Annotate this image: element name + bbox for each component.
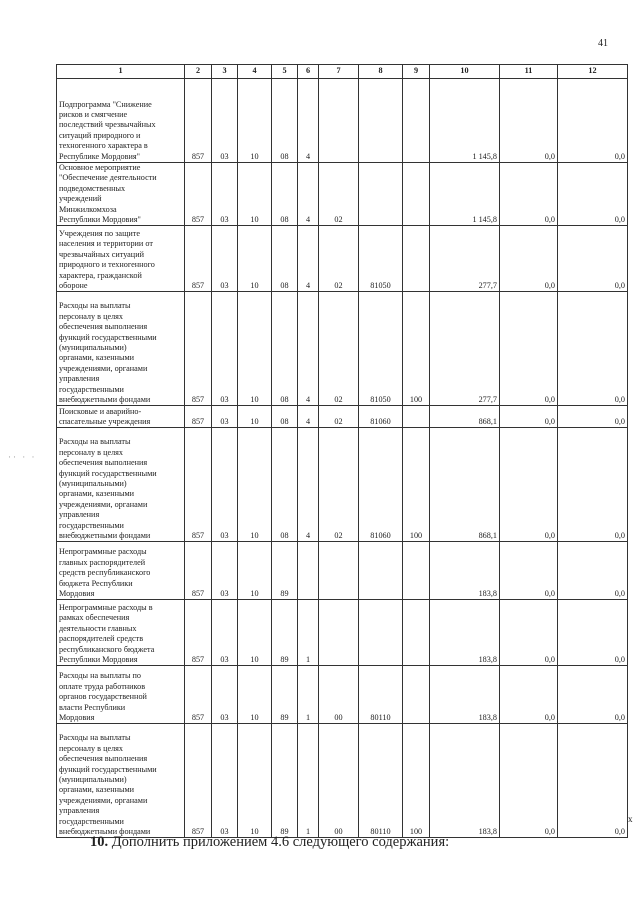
code-cell: 4: [298, 292, 319, 406]
code-cell: 10: [238, 542, 272, 600]
amount-cell: 868,1: [430, 428, 500, 542]
code-cell: [403, 542, 430, 600]
amount-cell: 277,7: [430, 226, 500, 292]
table-row: [57, 163, 628, 226]
amount-cell: 0,0: [500, 724, 558, 838]
row-description: Расходы на выплаты персоналу в целях обеспечения выполнения функций государственными (муниципальными) органами, казенными учреждениями, органами управления государственными внебюджетными фондами: [57, 428, 185, 542]
amendment-text: Дополнить приложением 4.6 следующего содержания:: [111, 834, 450, 850]
amount-cell: 183,8: [430, 542, 500, 600]
code-cell: 08: [272, 406, 298, 428]
code-cell: 4: [298, 163, 319, 226]
code-cell: [403, 406, 430, 428]
code-cell: 81060: [359, 428, 403, 542]
table-row: [57, 542, 628, 600]
row-description: Расходы на выплаты по оплате труда работников органов государственной власти Республики Мордовия: [57, 666, 185, 724]
code-cell: [403, 163, 430, 226]
code-cell: 03: [212, 428, 238, 542]
code-cell: 03: [212, 226, 238, 292]
code-cell: 10: [238, 428, 272, 542]
amount-cell: 277,7: [430, 292, 500, 406]
amount-cell: 0,0: [500, 600, 558, 666]
code-cell: 857: [185, 406, 212, 428]
code-cell: 08: [272, 292, 298, 406]
table-row: [57, 724, 628, 838]
code-cell: [319, 79, 359, 163]
table-row: [57, 79, 628, 163]
edge-mark: x: [628, 814, 633, 824]
code-cell: 03: [212, 79, 238, 163]
column-header: 4: [238, 65, 272, 79]
code-cell: 10: [238, 666, 272, 724]
code-cell: 857: [185, 666, 212, 724]
amount-cell: 0,0: [558, 79, 628, 163]
code-cell: 10: [238, 163, 272, 226]
code-cell: 857: [185, 163, 212, 226]
code-cell: [403, 226, 430, 292]
row-description: Подпрограмма "Снижение рисков и смягчение последствий чрезвычайных ситуаций природного и техногенного характера в Республике Мордовия": [57, 79, 185, 163]
code-cell: 02: [319, 226, 359, 292]
amount-cell: 183,8: [430, 666, 500, 724]
code-cell: 100: [403, 428, 430, 542]
table-row: [57, 292, 628, 406]
code-cell: 4: [298, 406, 319, 428]
amount-cell: 1 145,8: [430, 79, 500, 163]
amount-cell: 0,0: [558, 226, 628, 292]
code-cell: 03: [212, 724, 238, 838]
code-cell: 89: [272, 724, 298, 838]
column-header: 9: [403, 65, 430, 79]
code-cell: 4: [298, 428, 319, 542]
amount-cell: 0,0: [558, 600, 628, 666]
code-cell: 857: [185, 226, 212, 292]
amendment-number: 10.: [90, 834, 109, 850]
code-cell: [403, 600, 430, 666]
code-cell: 1: [298, 600, 319, 666]
code-cell: 10: [238, 600, 272, 666]
amount-cell: 183,8: [430, 724, 500, 838]
code-cell: 1: [298, 666, 319, 724]
code-cell: [403, 666, 430, 724]
code-cell: 80110: [359, 666, 403, 724]
code-cell: 1: [298, 724, 319, 838]
code-cell: 89: [272, 666, 298, 724]
amount-cell: 0,0: [500, 666, 558, 724]
row-description: Основное мероприятие "Обеспечение деятельности подведомственных учреждений Минжилкомхоза Республики Мордовия": [57, 163, 185, 226]
amount-cell: 0,0: [558, 428, 628, 542]
code-cell: 81060: [359, 406, 403, 428]
code-cell: 02: [319, 292, 359, 406]
amount-cell: 0,0: [558, 666, 628, 724]
code-cell: 857: [185, 600, 212, 666]
row-description: Расходы на выплаты персоналу в целях обеспечения выполнения функций государственными (муниципальными) органами, казенными учреждениями, органами управления государственными внебюджетными фондами: [57, 292, 185, 406]
code-cell: 03: [212, 163, 238, 226]
code-cell: 08: [272, 226, 298, 292]
code-cell: 02: [319, 428, 359, 542]
amount-cell: 0,0: [500, 226, 558, 292]
code-cell: 10: [238, 79, 272, 163]
code-cell: 857: [185, 428, 212, 542]
code-cell: 03: [212, 666, 238, 724]
amount-cell: 0,0: [558, 542, 628, 600]
row-description: Непрограммные расходы в рамках обеспечения деятельности главных распорядителей средств республиканского бюджета Республики Мордовия: [57, 600, 185, 666]
code-cell: 03: [212, 292, 238, 406]
amount-cell: 0,0: [500, 406, 558, 428]
row-description: Учреждения по защите населения и территории от чрезвычайных ситуаций природного и техногенного характера, гражданской обороне: [57, 226, 185, 292]
code-cell: 857: [185, 542, 212, 600]
code-cell: 857: [185, 292, 212, 406]
code-cell: [359, 542, 403, 600]
row-description: Непрограммные расходы главных распорядителей средств республиканского бюджета Республики Мордовия: [57, 542, 185, 600]
table-row: [57, 406, 628, 428]
amount-cell: 868,1: [430, 406, 500, 428]
code-cell: 89: [272, 600, 298, 666]
column-header: 1: [57, 65, 185, 79]
code-cell: 81050: [359, 226, 403, 292]
page-number: 41: [598, 38, 608, 49]
code-cell: 4: [298, 226, 319, 292]
amount-cell: 1 145,8: [430, 163, 500, 226]
column-header: 8: [359, 65, 403, 79]
amount-cell: 0,0: [500, 163, 558, 226]
code-cell: 02: [319, 406, 359, 428]
code-cell: 100: [403, 292, 430, 406]
column-header: 10: [430, 65, 500, 79]
table-header-row: [57, 65, 628, 79]
code-cell: 857: [185, 724, 212, 838]
amount-cell: 0,0: [500, 292, 558, 406]
row-description: Поисковые и аварийно- спасательные учреждения: [57, 406, 185, 428]
amendment-note: [90, 834, 449, 851]
column-header: 3: [212, 65, 238, 79]
code-cell: [403, 79, 430, 163]
code-cell: [359, 600, 403, 666]
code-cell: 81050: [359, 292, 403, 406]
column-header: 12: [558, 65, 628, 79]
code-cell: [319, 542, 359, 600]
code-cell: 00: [319, 666, 359, 724]
amount-cell: 0,0: [558, 406, 628, 428]
column-header: 6: [298, 65, 319, 79]
code-cell: 100: [403, 724, 430, 838]
amount-cell: 0,0: [500, 79, 558, 163]
code-cell: 4: [298, 79, 319, 163]
code-cell: 10: [238, 292, 272, 406]
table-row: [57, 226, 628, 292]
amount-cell: 0,0: [500, 428, 558, 542]
amount-cell: 0,0: [558, 724, 628, 838]
code-cell: [359, 79, 403, 163]
code-cell: 10: [238, 406, 272, 428]
code-cell: [298, 542, 319, 600]
code-cell: 10: [238, 724, 272, 838]
code-cell: [359, 163, 403, 226]
table-row: [57, 428, 628, 542]
code-cell: 03: [212, 406, 238, 428]
table-row: [57, 600, 628, 666]
code-cell: 80110: [359, 724, 403, 838]
code-cell: 08: [272, 79, 298, 163]
column-header: 11: [500, 65, 558, 79]
code-cell: 03: [212, 600, 238, 666]
margin-marks: ·· · ·: [8, 452, 37, 462]
amount-cell: 0,0: [558, 292, 628, 406]
budget-table: [56, 64, 628, 838]
code-cell: 08: [272, 428, 298, 542]
row-description: Расходы на выплаты персоналу в целях обеспечения выполнения функций государственными (муниципальными) органами, казенными учреждениями, органами управления государственными внебюджетными фондами: [57, 724, 185, 838]
column-header: 7: [319, 65, 359, 79]
code-cell: 08: [272, 163, 298, 226]
column-header: 5: [272, 65, 298, 79]
code-cell: 02: [319, 163, 359, 226]
table-body: [57, 79, 628, 838]
code-cell: [319, 600, 359, 666]
amount-cell: 0,0: [558, 163, 628, 226]
code-cell: 03: [212, 542, 238, 600]
amount-cell: 0,0: [500, 542, 558, 600]
code-cell: 857: [185, 79, 212, 163]
column-header: 2: [185, 65, 212, 79]
table-row: [57, 666, 628, 724]
code-cell: 89: [272, 542, 298, 600]
amount-cell: 183,8: [430, 600, 500, 666]
code-cell: 00: [319, 724, 359, 838]
code-cell: 10: [238, 226, 272, 292]
